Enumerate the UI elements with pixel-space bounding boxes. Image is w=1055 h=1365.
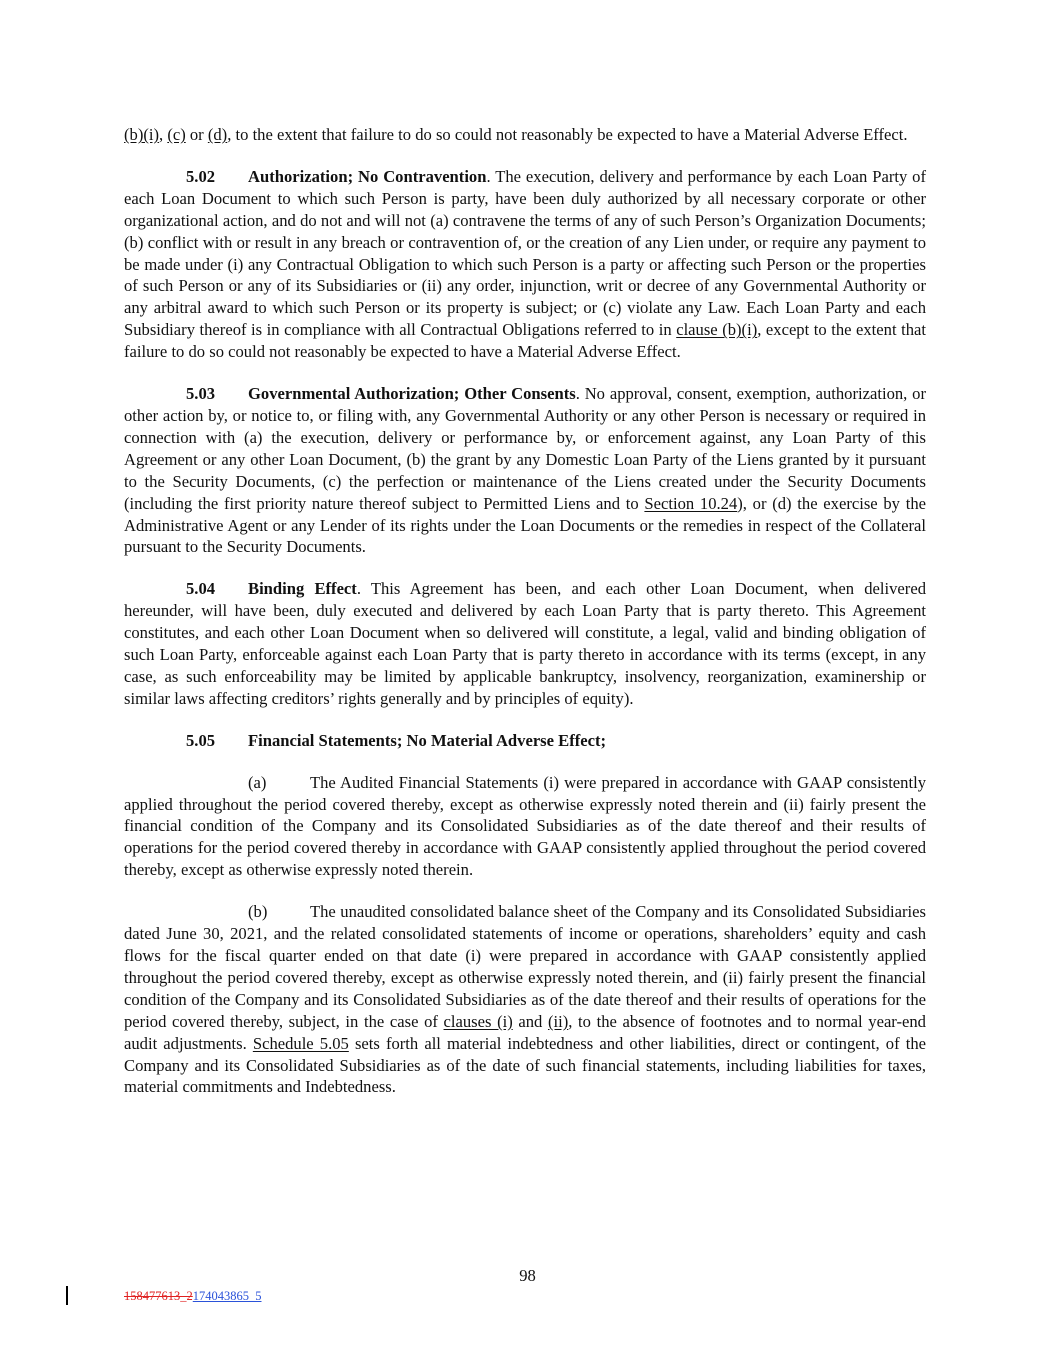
clause-reference: (b)(i) bbox=[124, 125, 160, 144]
clause-reference: (c) bbox=[167, 125, 186, 144]
paragraph-text: or bbox=[185, 125, 208, 144]
section-reference: Section 10.24 bbox=[644, 493, 738, 513]
section-number: 5.03 bbox=[186, 384, 216, 404]
subsection-label: (a) bbox=[248, 772, 267, 792]
subsection-label: (b) bbox=[248, 902, 268, 922]
paragraph-text: . The execution, delivery and performance by each Loan Party of each Loan Document to which such Person is party, have been duly authorized by all necessary corporate or other organizational action, and do not and will not (a) contravene the terms of any of such Person’s Organization Documents; (b) conflict with or result in any breach or contravention of, or the creation of any Lien under, or require any payment to be made under (i) any Contractual Obligation to which such Person is a party or affecting such Person or the properties of such Person or any of its Subsidiaries or (ii) any order, injunction, writ or decree of any Governmental Authority or any arbitral award to which such Person or its property is subject; or (c) violate any Law. Each Loan Party and each Subsidiary thereof is in compliance with all Contractual Obligations referred to in bbox=[124, 166, 926, 340]
clause-reference: (d) bbox=[207, 125, 228, 144]
clause-reference: (ii) bbox=[547, 1011, 569, 1031]
section-title: Governmental Authorization; Other Consents bbox=[248, 384, 576, 404]
paragraph-text: , to the extent that failure to do so could not reasonably be expected to have a Material Adverse Effect. bbox=[227, 125, 908, 144]
document-body bbox=[124, 124, 926, 1118]
clause-reference: clause (b)(i) bbox=[676, 320, 758, 340]
schedule-reference: Schedule 5.05 bbox=[252, 1033, 349, 1053]
subsection-a bbox=[124, 772, 926, 882]
section-number: 5.05 bbox=[186, 730, 216, 750]
paragraph-text: The unaudited consolidated balance sheet of the Company and its Consolidated Subsidiaries dated June 30, 2021, and the related consolidated statements of income or operations, shareholders’ equity and cash flows for the fiscal quarter ended on that date (i) were prepared in accordance with GAAP consistently applied throughout the period covered thereby, except as otherwise expressly noted therein, and (ii) fairly present the financial condition of the Company and its Consolidated Subsidiaries as of the date thereof and their results of operations for the period covered thereby, subject, in the case of bbox=[124, 902, 926, 1031]
paragraph-text: and bbox=[512, 1011, 548, 1031]
section-5-03 bbox=[124, 383, 926, 558]
page-number: 98 bbox=[519, 1266, 536, 1285]
inserted-document-id: 174043865_5 bbox=[192, 1289, 262, 1303]
section-title: Binding Effect bbox=[248, 579, 357, 599]
section-5-02 bbox=[124, 166, 926, 363]
paragraph-text: , to the absence of footnotes and to normal year-end audit adjustments. bbox=[124, 1011, 926, 1053]
paragraph-text: ), or (d) the exercise by the Administrative Agent or any Lender of its rights under the Loan Documents or the remedies in respect of the Collateral pursuant to the Security Documents. bbox=[124, 493, 926, 557]
paragraph-text: , bbox=[159, 125, 168, 144]
paragraph-text: The Audited Financial Statements (i) were prepared in accordance with GAAP consistently applied throughout the period covered thereby, except as otherwise expressly noted therein and (ii) fairly present the financial condition of the Company and its Consolidated Subsidiaries as of the date thereof and their results of operations for the period covered thereby in accordance with GAAP consistently applied throughout the period covered thereby, except as otherwise expressly noted therein. bbox=[124, 772, 926, 880]
deleted-document-id: 158477613_2 bbox=[124, 1289, 193, 1303]
section-number: 5.04 bbox=[186, 579, 216, 599]
clause-reference: clauses (i) bbox=[443, 1011, 513, 1031]
paragraph-text: . No approval, consent, exemption, authorization, or other action by, or notice to, or filing with, any Governmental Authority or any other Person is necessary or required in connection with (a) the execution, delivery or performance by, or enforcement against, any Loan Party of this Agreement or any other Loan Document, (b) the grant by any Domestic Loan Party of the Liens granted by it pursuant to the Security Documents, (c) the perfection or maintenance of the Liens created under the Security Documents (including the first priority nature thereof subject to Permitted Liens and to bbox=[124, 384, 926, 513]
paragraph-text: . This Agreement has been, and each other Loan Document, when delivered hereunder, will have been, duly executed and delivered by each Loan Party that is party thereto. This Agreement constitutes, and each other Loan Document when so delivered will constitute, a legal, valid and binding obligation of such Loan Party, enforceable against each Loan Party that is party thereto in accordance with its terms (except, in any case, as such enforceability may be limited by applicable bankruptcy, insolvency, reorganization, examinership or similar laws affecting creditors’ rights generally and by principles of equity). bbox=[124, 579, 926, 708]
section-5-04 bbox=[124, 578, 926, 709]
section-title: Financial Statements; No Material Adverse Effect; bbox=[248, 730, 607, 750]
paragraph-text: sets forth all material indebtedness and other liabilities, direct or contingent, of the Company and its Consolidated Subsidiaries as of the date of such financial statements, including liabilities for taxes, material commitments and Indebtedness. bbox=[124, 1033, 926, 1097]
section-title: Authorization; No Contravention bbox=[248, 166, 487, 186]
paragraph-text: , except to the extent that failure to do so could not reasonably be expected to have a Material Adverse Effect. bbox=[124, 320, 926, 362]
subsection-b bbox=[124, 901, 926, 1098]
document-id bbox=[124, 1289, 262, 1304]
section-5-05-heading bbox=[124, 730, 926, 752]
revision-change-bar bbox=[66, 1286, 68, 1305]
paragraph-continuation bbox=[124, 124, 926, 146]
section-number: 5.02 bbox=[186, 166, 216, 186]
